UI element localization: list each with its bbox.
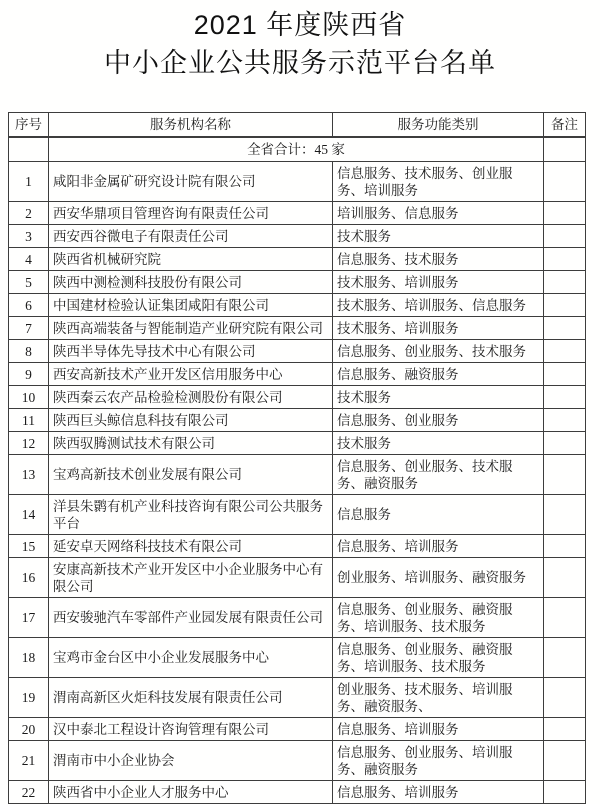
row-number-cell: 18 xyxy=(9,638,49,678)
table-row xyxy=(9,294,586,317)
org-name-cell: 宝鸡高新技术创业发展有限公司 xyxy=(49,455,333,495)
row-number-cell: 12 xyxy=(9,432,49,455)
table-row xyxy=(9,409,586,432)
remark-cell xyxy=(544,317,586,340)
remark-cell xyxy=(544,340,586,363)
service-category-cell: 创业服务、培训服务、融资服务 xyxy=(333,558,544,598)
table-row xyxy=(9,781,586,804)
row-number-cell: 9 xyxy=(9,363,49,386)
org-name-cell: 延安卓天网络科技技术有限公司 xyxy=(49,535,333,558)
service-category-cell: 创业服务、技术服务、培训服务、融资服务、 xyxy=(333,678,544,718)
service-category-cell: 培训服务、信息服务 xyxy=(333,202,544,225)
service-category-cell: 信息服务、技术服务、创业服务、培训服务 xyxy=(333,162,544,202)
row-number-cell: 21 xyxy=(9,741,49,781)
remark-cell xyxy=(544,495,586,535)
service-category-cell: 信息服务、创业服务、融资服务、培训服务、技术服务 xyxy=(333,598,544,638)
document-title-line2: 中小企业公共服务示范平台名单 xyxy=(104,48,496,78)
org-name-cell: 陕西驭腾测试技术有限公司 xyxy=(49,432,333,455)
org-name-cell: 洋县朱鹮有机产业科技咨询有限公司公共服务平台 xyxy=(49,495,333,535)
row-number-cell: 10 xyxy=(9,386,49,409)
service-category-cell: 信息服务、融资服务 xyxy=(333,363,544,386)
table-row xyxy=(9,340,586,363)
table-row xyxy=(9,432,586,455)
service-category-cell: 信息服务、培训服务 xyxy=(333,535,544,558)
service-category-cell: 技术服务 xyxy=(333,432,544,455)
service-category-cell: 技术服务、培训服务 xyxy=(333,271,544,294)
service-category-cell: 信息服务、技术服务 xyxy=(333,248,544,271)
table-row xyxy=(9,718,586,741)
remark-cell xyxy=(544,162,586,202)
table-row xyxy=(9,202,586,225)
table-row xyxy=(9,535,586,558)
org-name-cell: 陕西高端装备与智能制造产业研究院有限公司 xyxy=(49,317,333,340)
service-category-cell: 信息服务 xyxy=(333,495,544,535)
column-header-remark: 备注 xyxy=(544,113,586,138)
remark-cell xyxy=(544,535,586,558)
summary-row xyxy=(9,137,586,162)
row-number-cell: 2 xyxy=(9,202,49,225)
remark-cell xyxy=(544,741,586,781)
org-name-cell: 西安骏驰汽车零部件产业园发展有限责任公司 xyxy=(49,598,333,638)
remark-cell xyxy=(544,598,586,638)
org-name-cell: 陕西省机械研究院 xyxy=(49,248,333,271)
table-row xyxy=(9,741,586,781)
column-header-org-name: 服务机构名称 xyxy=(49,113,333,138)
org-name-cell: 西安华鼎项目管理咨询有限责任公司 xyxy=(49,202,333,225)
remark-cell xyxy=(544,455,586,495)
service-category-cell: 信息服务、创业服务、培训服务、融资服务 xyxy=(333,741,544,781)
remark-cell xyxy=(544,248,586,271)
org-name-cell: 咸阳非金属矿研究设计院有限公司 xyxy=(49,162,333,202)
service-category-cell: 信息服务、培训服务 xyxy=(333,718,544,741)
remark-cell xyxy=(544,718,586,741)
table-row xyxy=(9,638,586,678)
service-category-cell: 技术服务 xyxy=(333,225,544,248)
org-name-cell: 西安高新技术产业开发区信用服务中心 xyxy=(49,363,333,386)
row-number-cell: 8 xyxy=(9,340,49,363)
service-category-cell: 技术服务、培训服务、信息服务 xyxy=(333,294,544,317)
org-name-cell: 西安西谷微电子有限责任公司 xyxy=(49,225,333,248)
platform-table xyxy=(8,112,586,804)
remark-cell xyxy=(544,409,586,432)
row-number-cell: 22 xyxy=(9,781,49,804)
table-row xyxy=(9,598,586,638)
remark-cell xyxy=(544,202,586,225)
table-row xyxy=(9,386,586,409)
remark-cell xyxy=(544,271,586,294)
service-category-cell: 信息服务、培训服务 xyxy=(333,781,544,804)
table-row xyxy=(9,317,586,340)
column-header-index: 序号 xyxy=(9,113,49,138)
table-row xyxy=(9,363,586,386)
remark-cell xyxy=(544,225,586,248)
row-number-cell: 15 xyxy=(9,535,49,558)
remark-cell xyxy=(544,386,586,409)
table-row xyxy=(9,455,586,495)
row-number-cell: 6 xyxy=(9,294,49,317)
table-row xyxy=(9,558,586,598)
remark-cell xyxy=(544,294,586,317)
service-category-cell: 技术服务、培训服务 xyxy=(333,317,544,340)
org-name-cell: 陕西中测检测科技股份有限公司 xyxy=(49,271,333,294)
document-title-line1: 2021 年度陕西省 xyxy=(193,10,407,40)
row-number-cell: 13 xyxy=(9,455,49,495)
table-row xyxy=(9,678,586,718)
summary-index-cell xyxy=(9,137,49,162)
org-name-cell: 陕西省中小企业人才服务中心 xyxy=(49,781,333,804)
table-body xyxy=(9,137,586,804)
service-category-cell: 技术服务 xyxy=(333,386,544,409)
org-name-cell: 渭南高新区火炬科技发展有限责任公司 xyxy=(49,678,333,718)
document-title xyxy=(0,6,600,82)
row-number-cell: 20 xyxy=(9,718,49,741)
row-number-cell: 11 xyxy=(9,409,49,432)
org-name-cell: 陕西秦云农产品检验检测股份有限公司 xyxy=(49,386,333,409)
remark-cell xyxy=(544,432,586,455)
row-number-cell: 19 xyxy=(9,678,49,718)
table-row xyxy=(9,248,586,271)
org-name-cell: 汉中泰北工程设计咨询管理有限公司 xyxy=(49,718,333,741)
column-header-category: 服务功能类别 xyxy=(333,113,544,138)
remark-cell xyxy=(544,558,586,598)
row-number-cell: 3 xyxy=(9,225,49,248)
summary-remark-cell xyxy=(544,137,586,162)
remark-cell xyxy=(544,678,586,718)
org-name-cell: 安康高新技术产业开发区中小企业服务中心有限公司 xyxy=(49,558,333,598)
table-row xyxy=(9,495,586,535)
org-name-cell: 陕西半导体先导技术中心有限公司 xyxy=(49,340,333,363)
row-number-cell: 1 xyxy=(9,162,49,202)
row-number-cell: 17 xyxy=(9,598,49,638)
service-category-cell: 信息服务、创业服务、融资服务、培训服务、技术服务 xyxy=(333,638,544,678)
row-number-cell: 4 xyxy=(9,248,49,271)
remark-cell xyxy=(544,363,586,386)
table-row xyxy=(9,225,586,248)
org-name-cell: 宝鸡市金台区中小企业发展服务中心 xyxy=(49,638,333,678)
row-number-cell: 14 xyxy=(9,495,49,535)
table-row xyxy=(9,162,586,202)
row-number-cell: 5 xyxy=(9,271,49,294)
org-name-cell: 中国建材检验认证集团咸阳有限公司 xyxy=(49,294,333,317)
row-number-cell: 16 xyxy=(9,558,49,598)
row-number-cell: 7 xyxy=(9,317,49,340)
org-name-cell: 渭南市中小企业协会 xyxy=(49,741,333,781)
province-total: 全省合计：45 家 xyxy=(49,137,544,162)
remark-cell xyxy=(544,638,586,678)
org-name-cell: 陕西巨头鲸信息科技有限公司 xyxy=(49,409,333,432)
remark-cell xyxy=(544,781,586,804)
service-category-cell: 信息服务、创业服务、技术服务、融资服务 xyxy=(333,455,544,495)
service-category-cell: 信息服务、创业服务 xyxy=(333,409,544,432)
table-header-row xyxy=(9,113,586,138)
service-category-cell: 信息服务、创业服务、技术服务 xyxy=(333,340,544,363)
table-row xyxy=(9,271,586,294)
